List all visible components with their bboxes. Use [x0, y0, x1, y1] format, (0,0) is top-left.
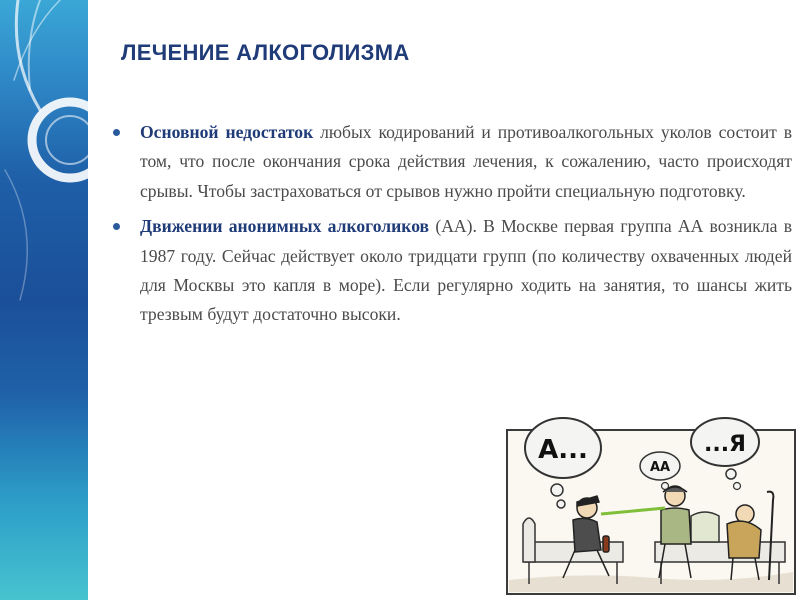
- bullet-icon: [113, 129, 120, 136]
- bullet-lead: Основной недостаток: [140, 122, 314, 142]
- decorative-side-band: [0, 0, 88, 600]
- bubble-right-text: ...Я: [703, 432, 747, 457]
- bottle-icon: [603, 536, 609, 552]
- decorative-swirls: [0, 0, 88, 600]
- bullet-lead: Движении анонимных алкоголиков: [140, 216, 430, 237]
- bullet-text: любых кодирований и противоалкогольных уколов состоит в том, что после окончания срока действия лечения, к сожалению, часто происходят срывы. Чтобы застраховаться от срывов нужно пройти специальную подготовку.: [140, 122, 792, 201]
- bullet-item: [110, 212, 792, 330]
- bullet-item: [110, 118, 792, 206]
- slide-title: ЛЕЧЕНИЕ АЛКОГОЛИЗМА: [121, 40, 410, 65]
- bubble-left-text: А...: [538, 435, 588, 465]
- bubble-middle-text: АА: [649, 460, 671, 475]
- cartoon-illustration: [505, 412, 797, 598]
- bullet-text: (АА). В Москве первая группа АА возникла в 1987 году. Сейчас действует около тридцати групп (по количеству охваченных людей для Москвы это капля в море). Если регулярно ходить на занятия, то шансы жить трезвым будут достаточно высоки.: [140, 216, 792, 325]
- bullet-list: [110, 118, 792, 336]
- bullet-icon: [113, 223, 120, 230]
